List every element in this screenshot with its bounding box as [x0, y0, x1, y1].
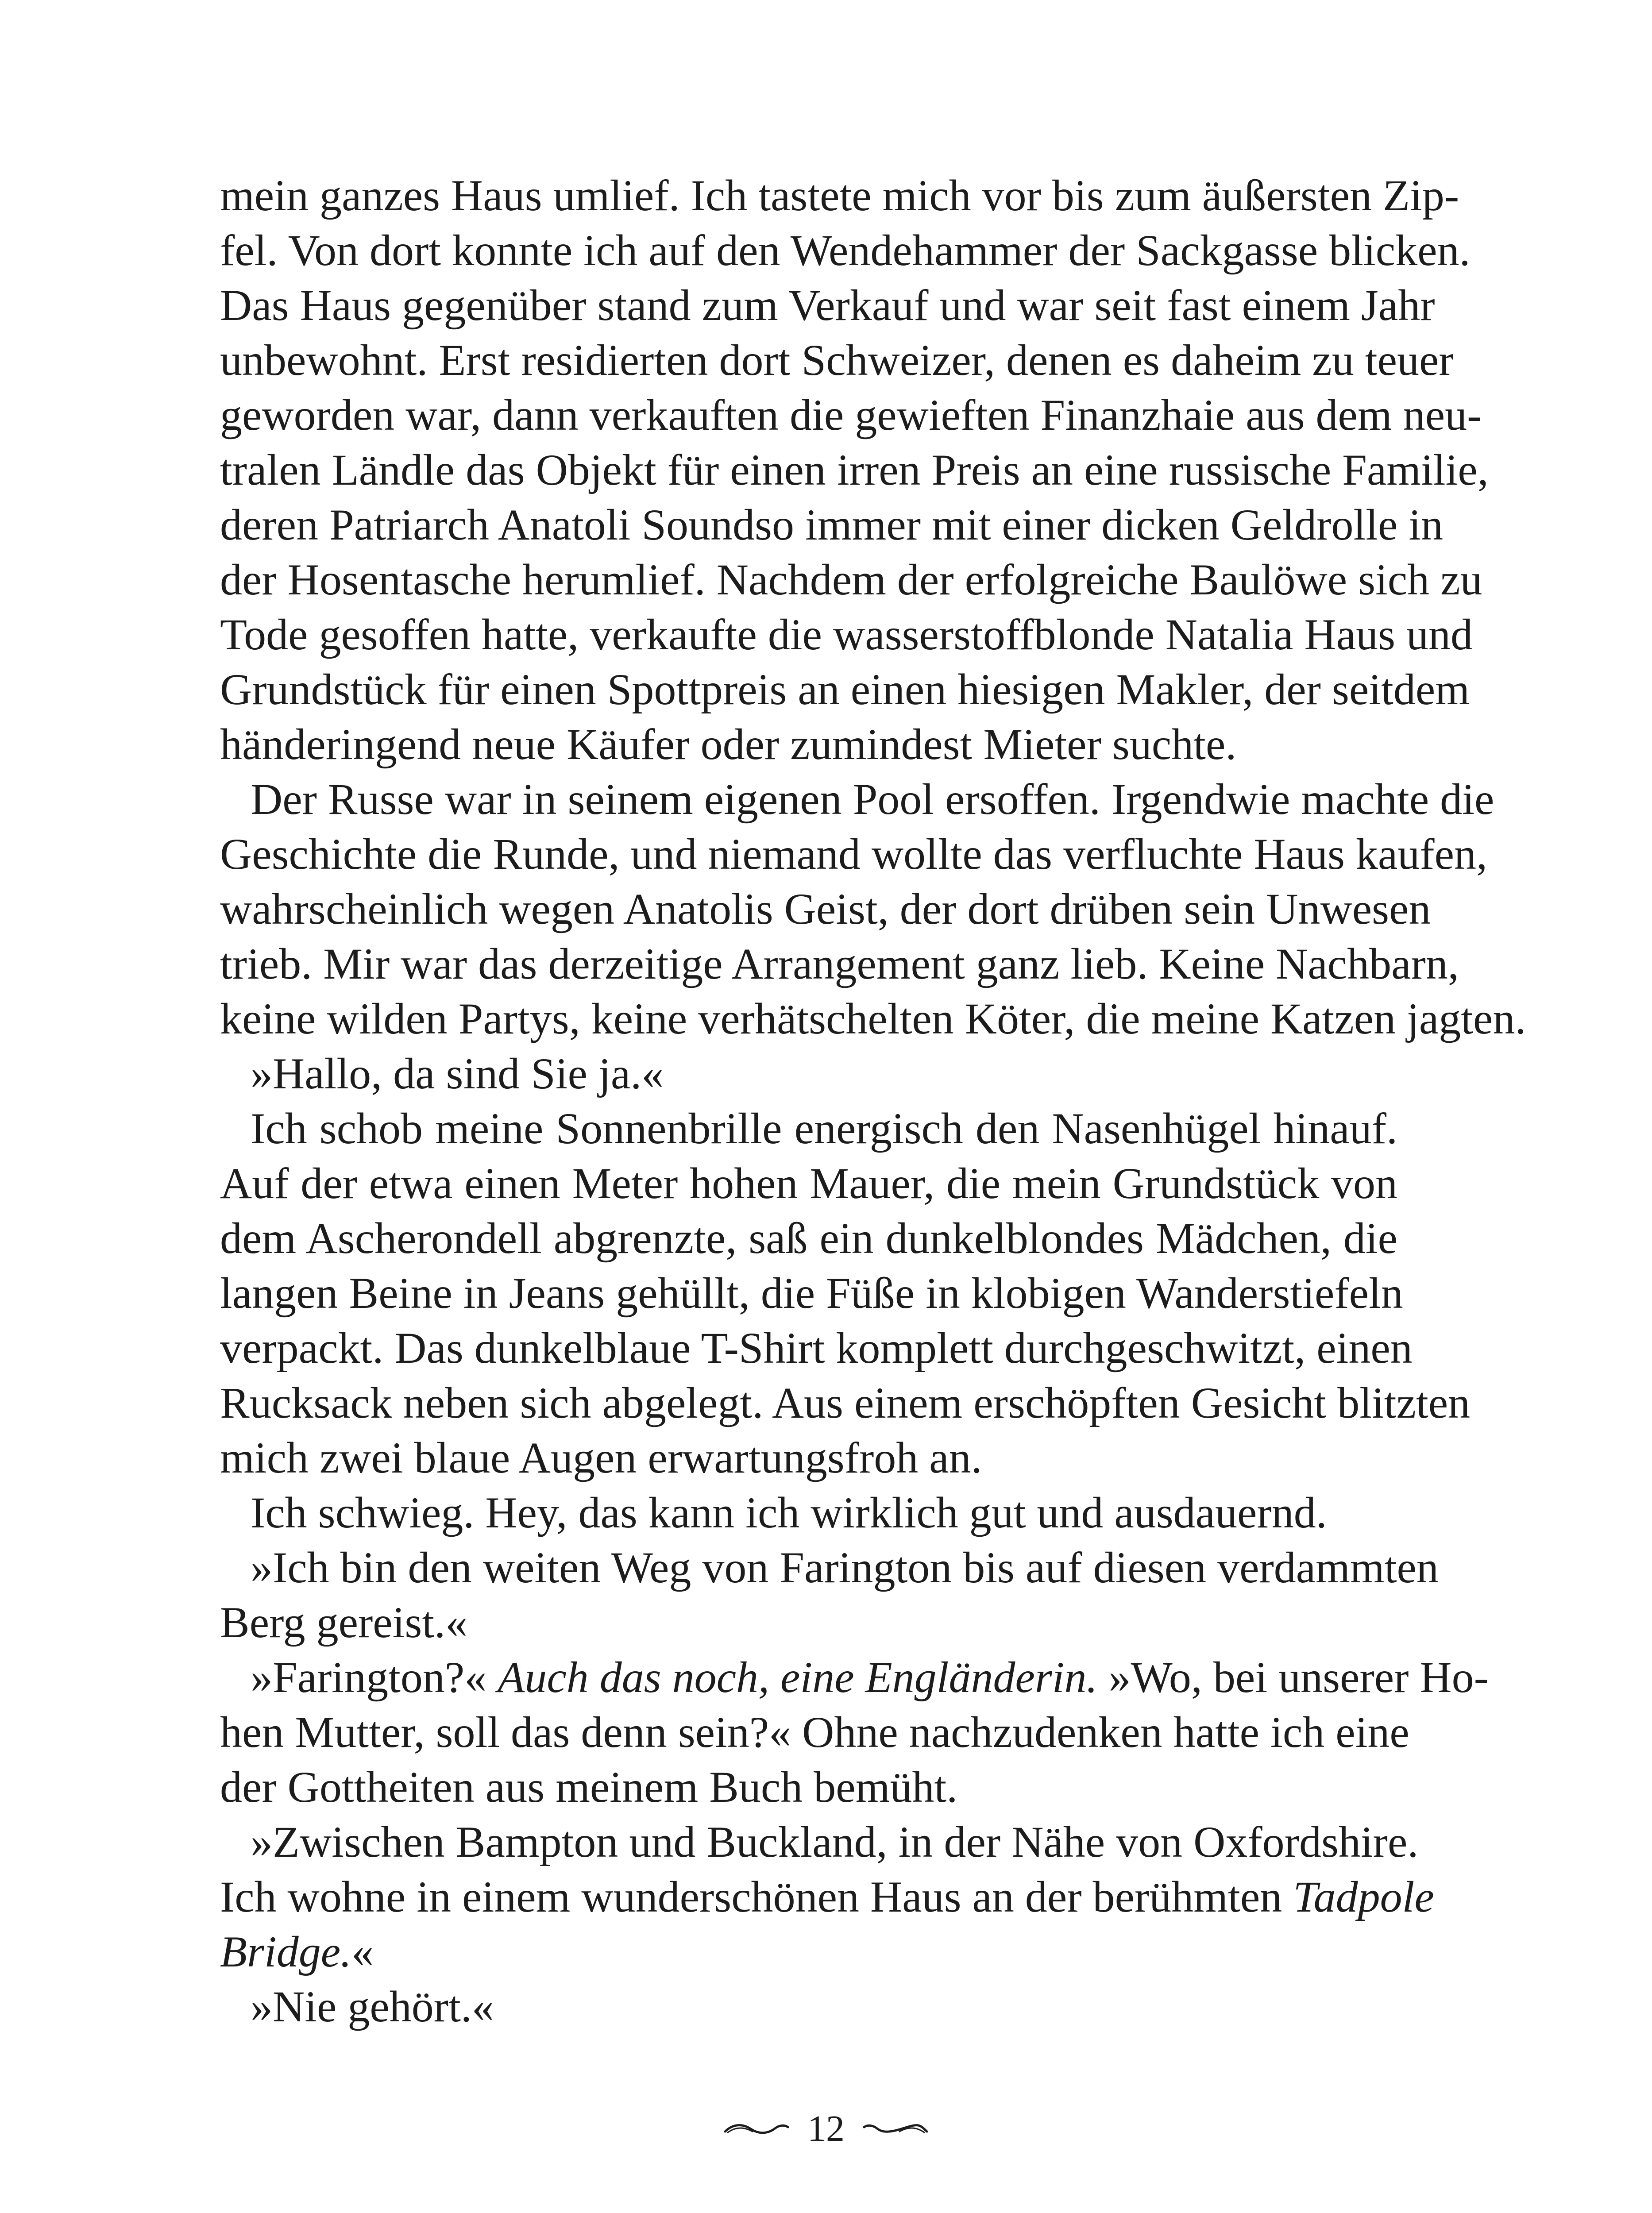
text-line: deren Patriarch Anatoli Soundso immer mit einer dicken Geldrolle in	[220, 500, 1444, 549]
italic-text-run: Bridge.	[220, 1927, 352, 1976]
text-line: wahrscheinlich wegen Anatolis Geist, der dort drüben sein Unwesen	[220, 884, 1431, 933]
text-line: mich zwei blaue Augen erwartungsfroh an.	[220, 1433, 982, 1482]
text-line: Das Haus gegenüber stand zum Verkauf und war seit fast einem Jahr	[220, 281, 1435, 330]
swash-ornament-icon	[723, 2120, 790, 2138]
text-run: «	[351, 1927, 374, 1976]
paragraph	[220, 1650, 1489, 1815]
swash-ornament-icon	[862, 2120, 929, 2138]
text-line	[220, 1924, 1397, 1979]
text-line	[220, 1650, 1489, 1705]
paragraph	[220, 1979, 1397, 2034]
text-line: Ich schwieg. Hey, das kann ich wirklich gut und ausdauernd.	[251, 1488, 1327, 1537]
text-line: Geschichte die Runde, und niemand wollte das verfluchte Haus kaufen,	[220, 829, 1487, 879]
text-line: verpackt. Das dunkelblaue T-Shirt komplett durchgeschwitzt, einen	[220, 1323, 1413, 1373]
paragraph	[220, 168, 1489, 772]
text-line: »Nie gehört.«	[251, 1982, 494, 2031]
italic-text-run: Tadpole	[1293, 1872, 1434, 1921]
text-line: Grundstück für einen Spottpreis an einen hiesigen Makler, der seitdem	[220, 665, 1470, 714]
body-text	[220, 168, 1526, 2034]
text-line: Der Russe war in seinem eigenen Pool ersoffen. Irgendwie machte die	[251, 775, 1494, 824]
text-line: tralen Ländle das Objekt für einen irren Preis an eine russische Familie,	[220, 445, 1489, 494]
paragraph	[220, 1101, 1471, 1485]
page-footer	[0, 2107, 1652, 2151]
paragraph	[220, 1815, 1434, 1979]
text-line: Rucksack neben sich abgelegt. Aus einem erschöpften Gesicht blitzten	[220, 1378, 1471, 1427]
paragraph	[220, 1046, 1397, 1101]
text-line: Ich schob meine Sonnenbrille energisch den Nasenhügel hinauf.	[251, 1104, 1397, 1153]
text-line: »Ich bin den weiten Weg von Farington bis auf diesen verdammten	[251, 1543, 1439, 1592]
text-line: fel. Von dort konnte ich auf den Wendehammer der Sackgasse blicken.	[220, 226, 1471, 275]
text-line: »Zwischen Bampton und Buckland, in der Nähe von Oxfordshire.	[251, 1817, 1419, 1866]
text-line: »Hallo, da sind Sie ja.«	[251, 1049, 664, 1098]
text-line: trieb. Mir war das derzeitige Arrangement ganz lieb. Keine Nachbarn,	[220, 939, 1459, 988]
page-number: 12	[807, 2108, 845, 2149]
text-line: händeringend neue Käufer oder zumindest Mieter suchte.	[220, 720, 1237, 769]
text-line	[220, 1870, 1434, 1924]
paragraph	[220, 1540, 1439, 1650]
text-line: mein ganzes Haus umlief. Ich tastete mich vor bis zum äußersten Zip-	[220, 171, 1459, 220]
text-line: unbewohnt. Erst residierten dort Schweizer, denen es daheim zu teuer	[220, 335, 1454, 385]
text-run: »Wo, bei unserer Ho-	[1097, 1653, 1489, 1702]
text-line: Berg gereist.«	[220, 1598, 468, 1647]
paragraph	[220, 772, 1526, 1046]
text-line: der Gottheiten aus meinem Buch bemüht.	[220, 1762, 958, 1812]
text-line: hen Mutter, soll das denn sein?« Ohne nachzudenken hatte ich eine	[220, 1708, 1409, 1757]
text-line: Auf der etwa einen Meter hohen Mauer, die mein Grundstück von	[220, 1159, 1397, 1208]
text-line: keine wilden Partys, keine verhätschelten Köter, die meine Katzen jagten.	[220, 994, 1526, 1043]
text-run: »Farington?«	[251, 1653, 498, 1702]
paragraph	[220, 1485, 1397, 1540]
text-line: Tode gesoffen hatte, verkaufte die wasserstoffblonde Natalia Haus und	[220, 610, 1473, 659]
text-line: geworden war, dann verkauften die gewieften Finanzhaie aus dem neu-	[220, 390, 1482, 440]
text-line: der Hosentasche herumlief. Nachdem der erfolgreiche Baulöwe sich zu	[220, 555, 1482, 604]
text-run: Ich wohne in einem wunderschönen Haus an der berühmten	[220, 1872, 1293, 1921]
text-line: dem Ascherondell abgrenzte, saß ein dunkelblondes Mädchen, die	[220, 1214, 1397, 1263]
italic-text-run: Auch das noch, eine Engländerin.	[498, 1653, 1098, 1702]
text-line: langen Beine in Jeans gehüllt, die Füße in klobigen Wanderstiefeln	[220, 1268, 1403, 1318]
